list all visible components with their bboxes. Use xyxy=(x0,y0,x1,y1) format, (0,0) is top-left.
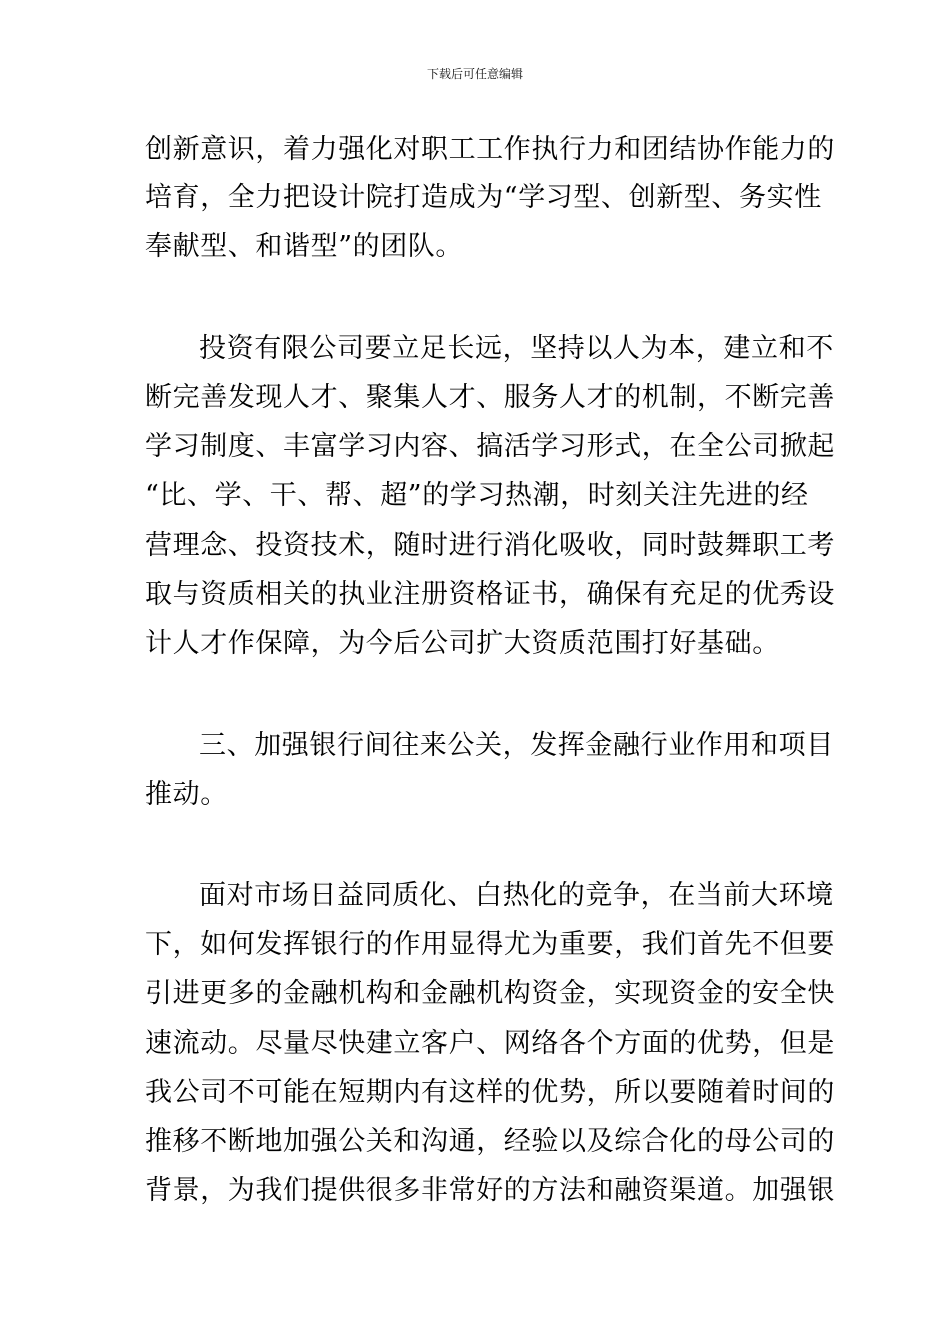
paragraph-line: 投资有限公司要立足长远，坚持以人为本，建立和不 xyxy=(199,333,834,364)
page-header-note: 下载后可任意编辑 xyxy=(426,67,523,81)
paragraph-line: 速流动。尽量尽快建立客户、网络各个方面的优势，但是 xyxy=(145,1028,835,1059)
paragraph-line: 学习制度、丰富学习内容、搞活学习形式，在全公司掀起 xyxy=(145,431,835,462)
paragraph-line: 断完善发现人才、聚集人才、服务人才的机制，不断完善 xyxy=(145,382,835,413)
paragraph-line: 奉献型、和谐型”的团队。 xyxy=(145,231,464,262)
paragraph-line: 取与资质相关的执业注册资格证书，确保有充足的优秀设 xyxy=(145,579,835,610)
paragraph-line: “比、学、干、帮、超”的学习热潮，时刻关注先进的经 xyxy=(145,480,809,511)
paragraph-line: 三、加强银行间往来公关，发挥金融行业作用和项目 xyxy=(199,730,834,761)
paragraph-line: 推移不断地加强公关和沟通，经验以及综合化的母公司的 xyxy=(145,1126,835,1157)
paragraph-line: 营理念、投资技术，随时进行消化吸收，同时鼓舞职工考 xyxy=(145,530,835,561)
paragraph-line: 背景，为我们提供很多非常好的方法和融资渠道。加强银 xyxy=(145,1175,835,1206)
paragraph-line: 引进更多的金融机构和金融机构资金，实现资金的安全快 xyxy=(145,978,835,1009)
paragraph-line: 下，如何发挥银行的作用显得尤为重要，我们首先不但要 xyxy=(145,929,835,960)
paragraph-line: 培育，全力把设计院打造成为“学习型、创新型、务实性 xyxy=(145,182,822,213)
paragraph-line: 创新意识，着力强化对职工工作执行力和团结协作能力的 xyxy=(145,134,835,165)
paragraph-line: 面对市场日益同质化、白热化的竞争，在当前大环境 xyxy=(199,880,834,911)
paragraph-line: 计人才作保障，为今后公司扩大资质范围打好基础。 xyxy=(145,628,780,659)
paragraph-line: 我公司不可能在短期内有这样的优势，所以要随着时间的 xyxy=(145,1077,835,1108)
paragraph-line: 推动。 xyxy=(145,779,228,810)
